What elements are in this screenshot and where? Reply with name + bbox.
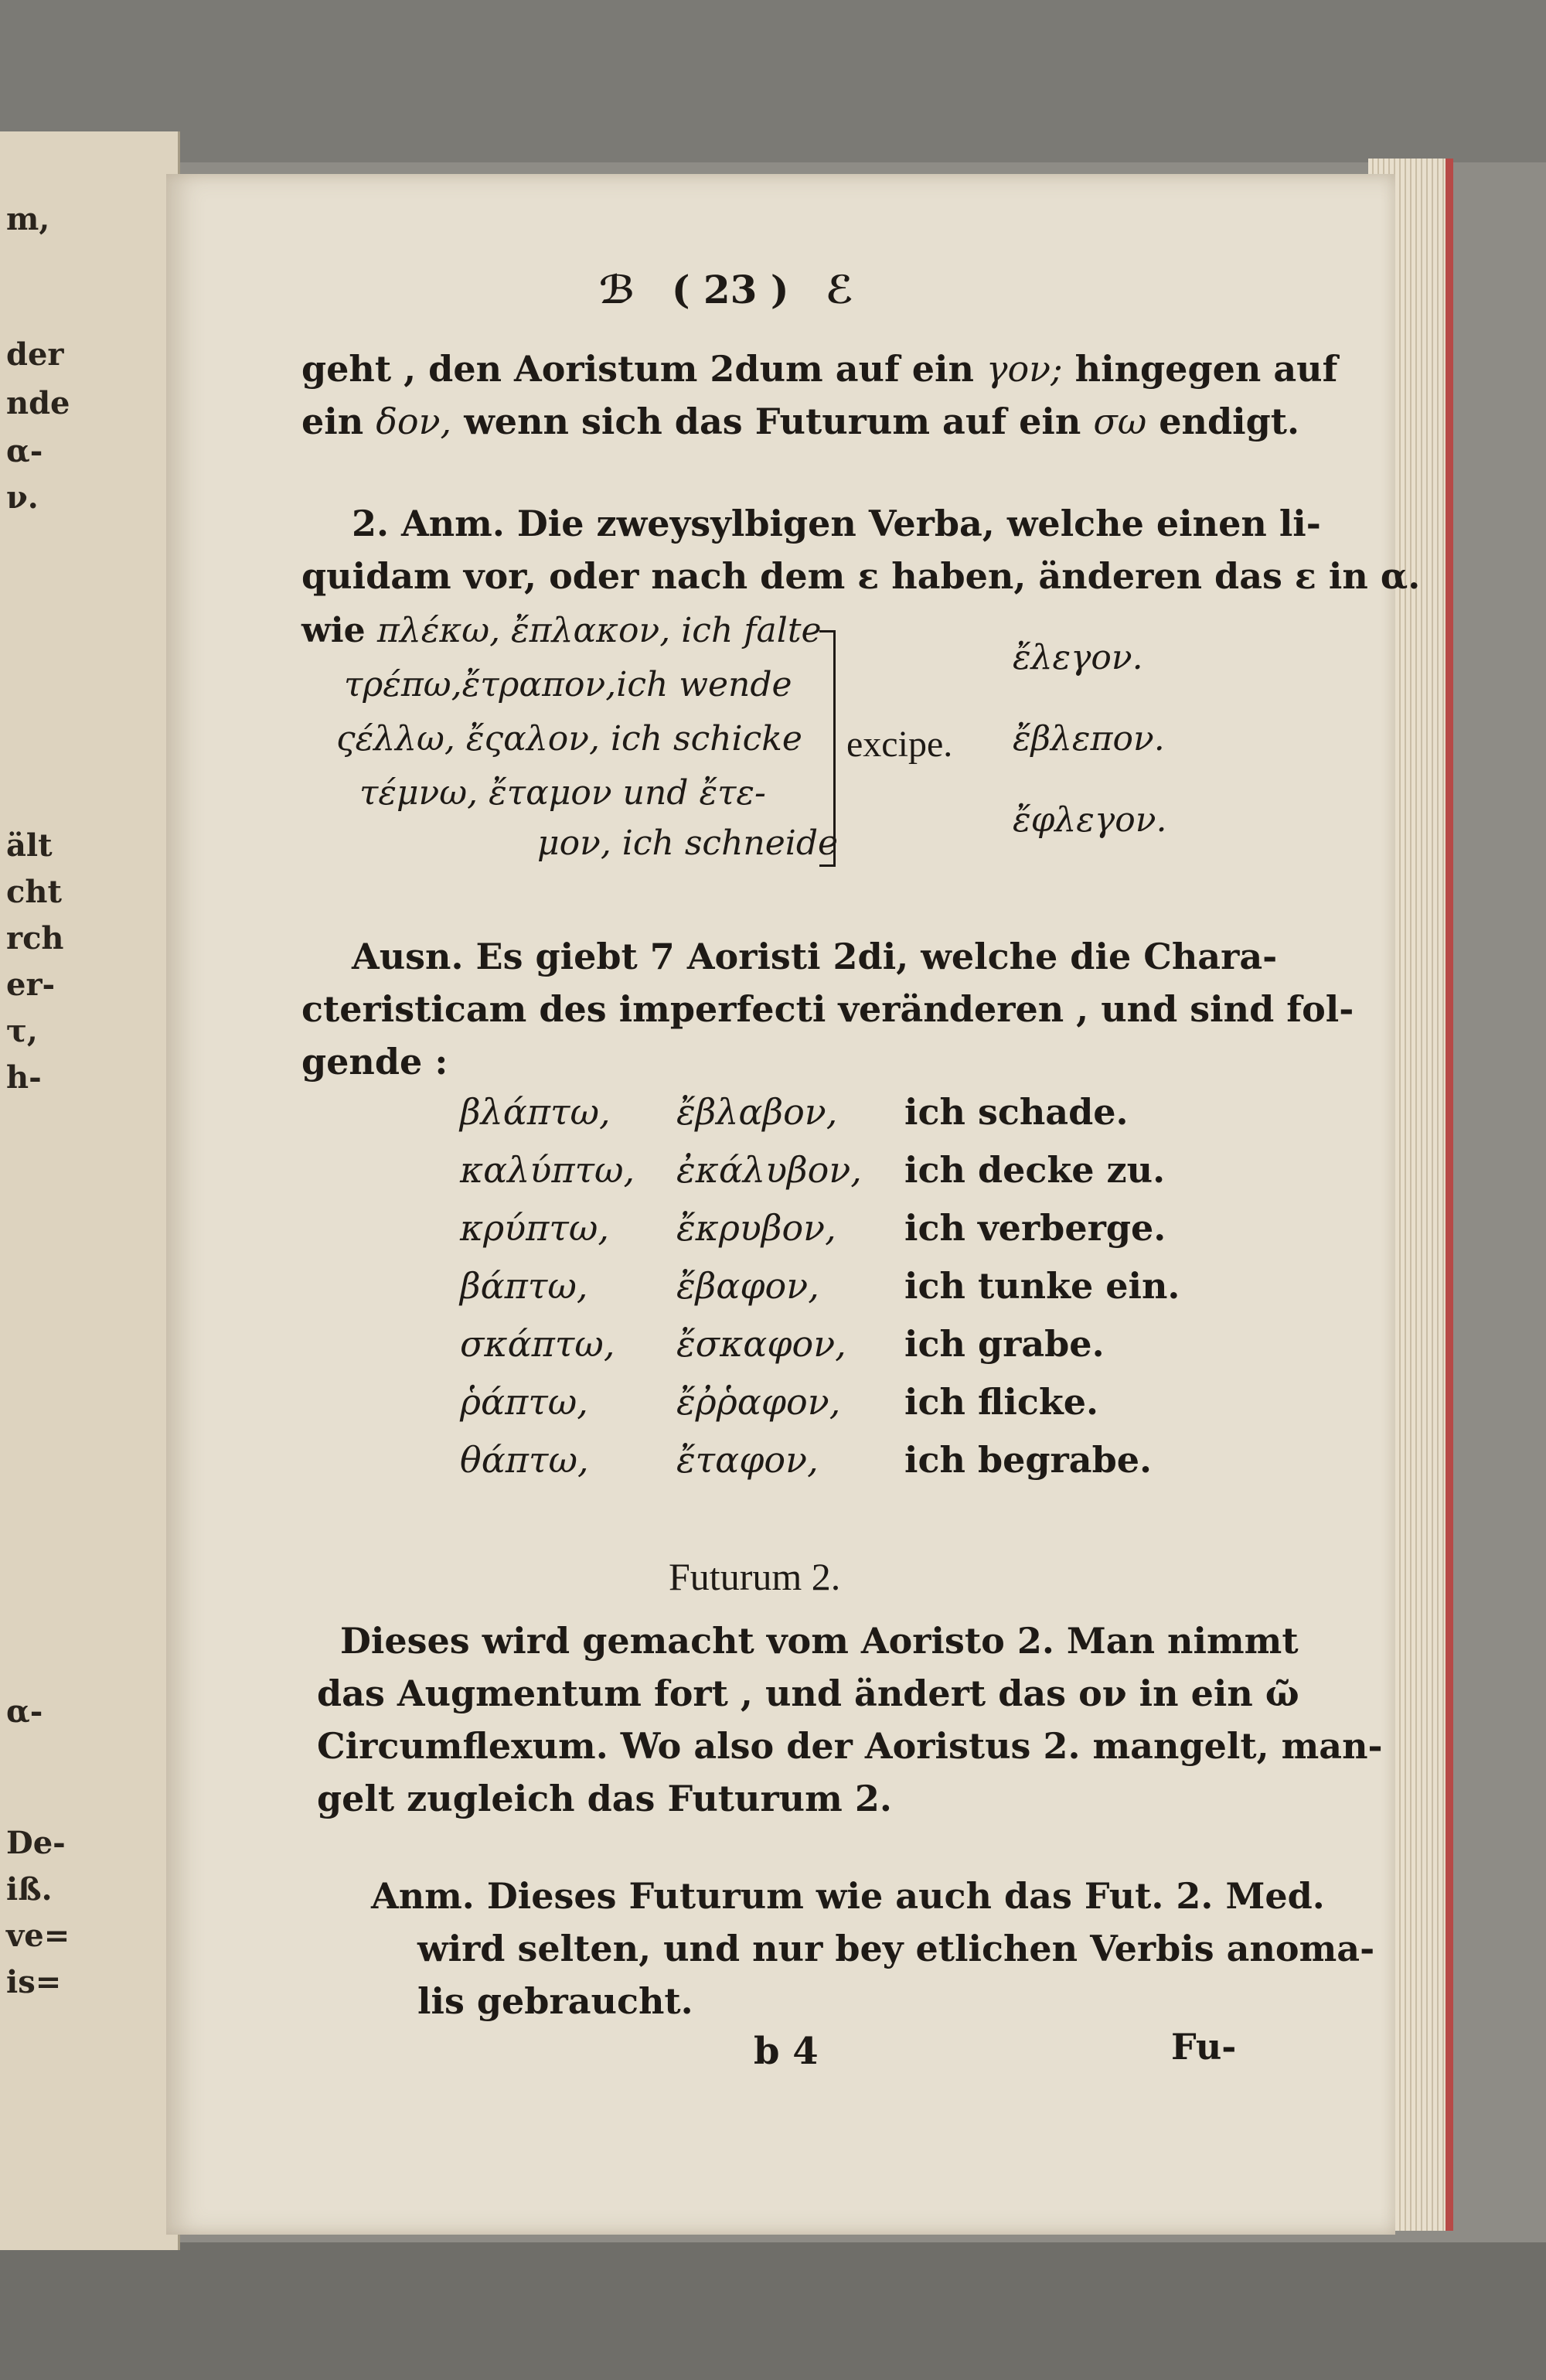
left-fragment: ve= <box>6 1918 70 1954</box>
exception-1: ἔλεγον. <box>1013 638 1143 677</box>
left-fragment: α- <box>6 433 43 469</box>
page-number: ( 23 ) <box>671 267 789 312</box>
ausn-line-1: Ausn. Es giebt 7 Aoristi 2di, welche die Chara- <box>352 936 1278 977</box>
left-fragment: der <box>6 336 64 373</box>
anm2-line-2: quidam vor, oder nach dem ε haben, änderen das ε in α. <box>301 555 1421 597</box>
anm2-example-2: τρέπω,ἔτραπον,ich wende <box>344 665 792 704</box>
futurum-line-1: Dieses wird gemacht vom Aoristo 2. Man nimmt <box>340 1620 1299 1662</box>
futurum-line-3: Circumflexum. Wo also der Aoristus 2. mangelt, man- <box>317 1725 1383 1767</box>
anm2-line-1: 2. Anm. Die zweysylbigen Verba, welche einen li- <box>352 503 1321 544</box>
ausn-line-2: cteristicam des imperfecti veränderen , und sind fol- <box>301 988 1354 1030</box>
left-fragment: m, <box>6 201 50 237</box>
table-row: θάπτω, ἔταφον, ich begrabe. <box>460 1438 1153 1481</box>
table-row: βλάπτω, ἔβλαβον, ich schade. <box>460 1090 1129 1133</box>
anm-final-line-1: Anm. Dieses Futurum wie auch das Fut. 2. Med. <box>371 1875 1325 1917</box>
anm-final-line-3: lis gebraucht. <box>417 1980 693 2022</box>
signature-mark: b 4 <box>754 2030 819 2073</box>
table-row: ῥάπτω, ἔῤῥαφον, ich flicke. <box>460 1380 1099 1423</box>
left-fragment: cht <box>6 874 62 910</box>
left-fragment: τ, <box>6 1013 38 1049</box>
ornament-left: ℬ <box>599 268 635 312</box>
left-fragment: rch <box>6 920 64 956</box>
table-row: σκάπτω, ἔσκαφον, ich grabe. <box>460 1322 1105 1365</box>
left-page <box>0 131 180 2250</box>
left-fragment: ält <box>6 827 53 864</box>
catchword: Fu- <box>1171 2026 1237 2068</box>
excipe-label: excipe. <box>846 724 953 765</box>
anm2-example-4a: τέμνω, ἔταμον und ἔτε- <box>359 773 766 813</box>
anm2-label: 2. Anm. <box>352 503 505 544</box>
anm2-example-3: ςέλλω, ἔςαλον, ich schicke <box>336 719 802 759</box>
ausn-line-3: gende : <box>301 1041 448 1083</box>
intro-line-2: ein δον, wenn sich das Futurum auf ein σω endigt. <box>301 401 1300 442</box>
anm2-example-4b: μον, ich schneide <box>537 823 839 863</box>
table-row: καλύπτω, ἐκάλυβον, ich decke zu. <box>460 1148 1166 1191</box>
curly-brace <box>819 630 836 867</box>
futurum-line-4: gelt zugleich das Futurum 2. <box>317 1778 892 1819</box>
left-fragment: ν. <box>6 479 39 516</box>
futurum-line-2: das Augmentum fort , und ändert das ον in ein ῶ <box>317 1672 1299 1714</box>
background-bottom <box>0 2242 1546 2380</box>
left-fragment: h- <box>6 1059 42 1096</box>
left-fragment: er- <box>6 967 56 1003</box>
exception-3: ἔφλεγον. <box>1013 800 1167 840</box>
ornament-right: ℰ <box>825 268 854 312</box>
section-heading-futurum: Futurum 2. <box>669 1555 841 1598</box>
anm2-example-1: wie πλέκω, ἔπλακον, ich falte <box>301 611 822 650</box>
page-header <box>599 267 853 312</box>
table-row: κρύπτω, ἔκρυβον, ich verberge. <box>460 1206 1166 1249</box>
aorist-table <box>460 1083 1180 1488</box>
left-fragment: nde <box>6 385 70 421</box>
background-top <box>0 0 1546 162</box>
table-row: βάπτω, ἔβαφον, ich tunke ein. <box>460 1264 1180 1307</box>
left-fragment: α- <box>6 1693 43 1730</box>
left-fragment: is= <box>6 1964 62 2000</box>
anm-final-line-2: wird selten, und nur bey etlichen Verbis anoma- <box>417 1928 1375 1969</box>
left-fragment: De- <box>6 1825 66 1861</box>
exception-2: ἔβλεπον. <box>1013 719 1165 759</box>
left-fragment: iß. <box>6 1871 53 1908</box>
intro-line-1: geht , den Aoristum 2dum auf ein γον; hingegen auf <box>301 348 1338 390</box>
